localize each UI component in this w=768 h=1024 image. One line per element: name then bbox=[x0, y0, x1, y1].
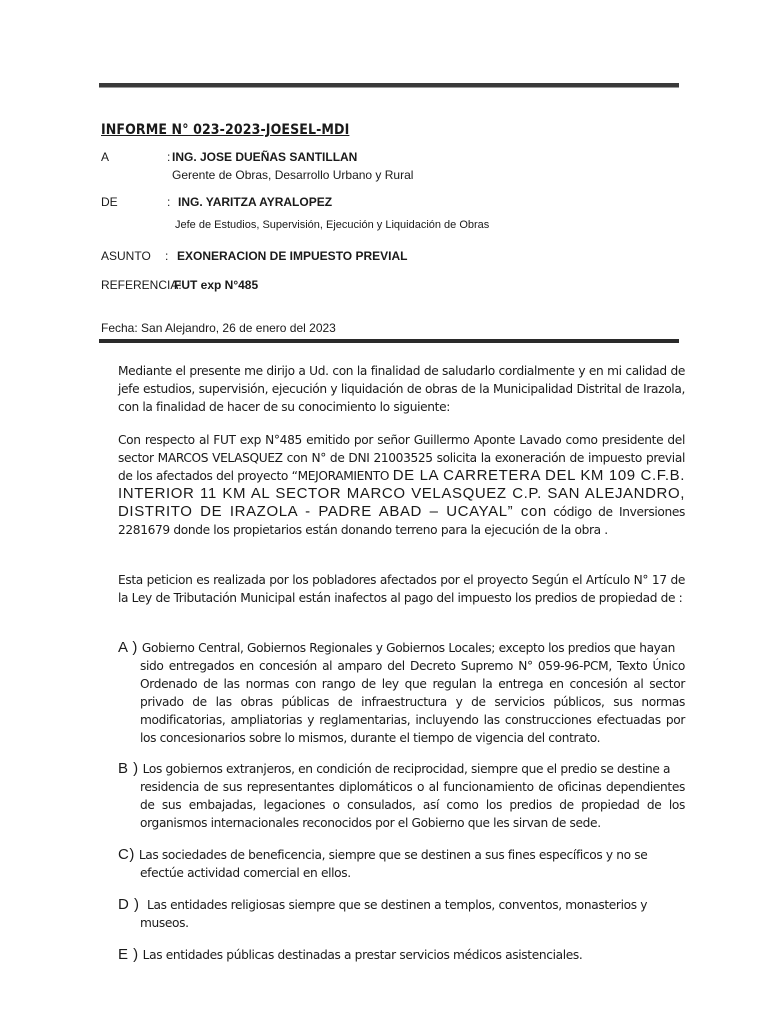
sender-colon: : bbox=[167, 195, 171, 209]
list-marker: C) bbox=[118, 846, 135, 863]
list-item-continuation: museos. bbox=[140, 916, 189, 930]
header-divider bbox=[99, 339, 679, 343]
project-name: DE LA CARRETERA DEL KM 109 C.F.B. INTERIOR 11 KM AL SECTOR MARCO VELASQUEZ C.P. SAN ALEJANDRO, DISTRITO DE IRAZOLA - PADRE ABAD – UCAYAL” con bbox=[118, 467, 685, 520]
recipient-name: ING. JOSE DUEÑAS SANTILLAN bbox=[172, 150, 358, 164]
top-divider bbox=[99, 83, 679, 88]
document-title: INFORME N° 023-2023-JOESEL-MDI bbox=[101, 122, 350, 138]
list-marker: A ) bbox=[118, 639, 138, 656]
list-item-first-line: Las sociedades de beneficencia, siempre que se destinen a sus fines específicos y no se bbox=[138, 848, 648, 862]
recipient-role: Gerente de Obras, Desarrollo Urbano y Rural bbox=[172, 168, 414, 182]
list-item-first-line: Los gobiernos extranjeros, en condición de reciprocidad, siempre que el predio se destine a bbox=[142, 762, 671, 776]
subject-value: EXONERACION DE IMPUESTO PREVIAL bbox=[177, 249, 408, 263]
sender-name: ING. YARITZA AYRALOPEZ bbox=[178, 195, 333, 209]
list-item bbox=[118, 896, 685, 932]
list-item-first-line: Las entidades públicas destinadas a prestar servicios médicos asistenciales. bbox=[142, 948, 583, 962]
list-item bbox=[118, 639, 685, 747]
list-item-continuation: residencia de sus representantes diplomáticos o al funcionamiento de oficinas dependientes de sus embajadas, legaciones o consulados, así como los predios de propiedad de los organismos internacionales reconocidos por el Gobierno que les sirvan de sede. bbox=[140, 780, 685, 830]
list-item-continuation: sido entregados en concesión al amparo del Decreto Supremo N° 059-96-PCM, Texto Único Ordenado de las normas con rango de ley que regulan la entrega en concesión al sector privado de las obras públicas de infraestructura y de servicios públicos, sus normas modificatorias, ampliatorias y reglamentarias, incluyendo las construcciones efectuadas por los concesionarios sobre lo mismos, durante el tiempo de vigencia del contrato. bbox=[140, 659, 685, 745]
petition-paragraph: Esta peticion es realizada por los pobladores afectados por el proyecto Según el Artículo N° 17 de la Ley de Tributación Municipal están inafectos al pago del impuesto los predios de propiedad de : bbox=[118, 573, 685, 605]
recipient-label: A bbox=[101, 150, 110, 164]
list-marker: D ) bbox=[118, 896, 140, 913]
list-marker: B ) bbox=[118, 760, 139, 777]
list-item-first-line: Gobierno Central, Gobiernos Regionales y Gobiernos Locales; excepto los predios que hayan bbox=[141, 641, 676, 655]
list-item-continuation: efectúe actividad comercial en ellos. bbox=[140, 866, 351, 880]
recipient-colon: : bbox=[167, 150, 171, 164]
sender-role: Jefe de Estudios, Supervisión, Ejecución y Liquidación de Obras bbox=[175, 219, 490, 231]
list-marker: E ) bbox=[118, 946, 139, 963]
request-text-start: Con respecto al FUT exp N°485 emitido por señor Guillermo Aponte Lavado como presidente del sector MARCOS VELASQUEZ con N° de DNI 21003525 solicita la exoneración de impuesto previal de los afectados del proyecto “MEJORAMIENTO bbox=[118, 433, 685, 483]
list-item bbox=[118, 846, 685, 882]
list-item-first-line: Las entidades religiosas siempre que se destinen a templos, conventos, monasterios y bbox=[143, 898, 648, 912]
date-line: Fecha: San Alejandro, 26 de enero del 2023 bbox=[101, 321, 336, 335]
intro-paragraph: Mediante el presente me dirijo a Ud. con la finalidad de saludarlo cordialmente y en mi calidad de jefe estudios, supervisión, ejecución y liquidación de obras de la Municipalidad Distrital de Irazola, con la finalidad de hacer de su conocimiento lo siguiente: bbox=[118, 364, 685, 414]
subject-colon: : bbox=[165, 249, 169, 263]
reference-value: FUT exp N°485 bbox=[174, 278, 259, 292]
list-item bbox=[118, 946, 685, 964]
subject-label: ASUNTO bbox=[101, 249, 151, 263]
sender-label: DE bbox=[101, 195, 118, 209]
list-item bbox=[118, 760, 685, 832]
reference-label: REFERENCIA: bbox=[101, 278, 182, 292]
request-text-end: código de Inversiones 2281679 donde los propietarios están donando terreno para la ejecución de la obra . bbox=[118, 505, 685, 537]
request-paragraph bbox=[118, 431, 685, 539]
